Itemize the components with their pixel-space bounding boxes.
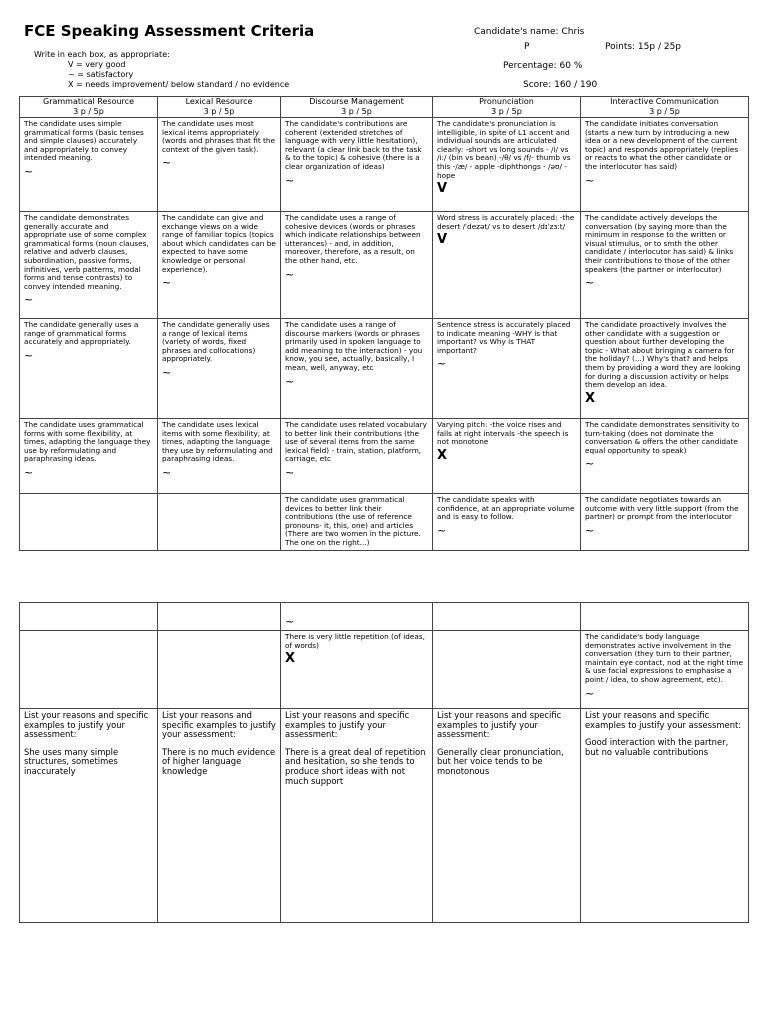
reasons-text: She uses many simple structures, sometimes inaccurately <box>24 746 119 776</box>
marking-legend <box>34 50 289 90</box>
assessment-mark: ~ <box>285 267 295 281</box>
criteria-text: The candidate generally uses a range of lexical items (variety of words, fixed phrases and collocations) appropriately. <box>162 320 270 364</box>
criteria-cell <box>281 419 433 494</box>
score: Score: 160 / 190 <box>523 80 598 90</box>
criteria-text: The candidate negotiates towards an outcome with very little support (from the partner) or prompt from the interlocutor <box>585 495 739 522</box>
criteria-row <box>20 419 749 494</box>
criteria-cell <box>433 419 581 494</box>
reasons-cell[interactable] <box>281 709 433 923</box>
criteria-text: Word stress is accurately placed: -the desert /ˈdezət/ vs to desert /dɪˈzɜːt/ <box>437 213 575 231</box>
column-name: Discourse Management <box>309 97 404 106</box>
criteria-cell <box>158 631 281 709</box>
criteria-text: The candidate uses lexical items with some flexibility, at times, adapting the language they use by reformulating and paraphrasing ideas. <box>162 420 273 464</box>
column-name: Pronunciation <box>479 97 534 106</box>
criteria-cell <box>281 118 433 212</box>
legend-needs-improvement: X = needs improvement/ below standard / no evidence <box>68 80 290 89</box>
assessment-mark: ~ <box>285 465 295 479</box>
assessment-mark: ~ <box>24 164 34 178</box>
assessment-mark: ~ <box>585 173 595 187</box>
assessment-mark: ~ <box>24 293 34 307</box>
criteria-cell <box>581 603 749 631</box>
assessment-mark: ~ <box>162 276 172 290</box>
criteria-cell <box>158 212 281 319</box>
assessment-mark: ~ <box>585 686 595 700</box>
criteria-cell <box>581 118 749 212</box>
reasons-cell[interactable] <box>158 709 281 923</box>
criteria-text: The candidate demonstrates sensitivity to turn-taking (does not dominate the conversation & offers the other candidate equal opportunity to speak) <box>585 420 740 455</box>
criteria-text: The candidate's contributions are coherent (extended stretches of language with very little hesitation), relevant (a clear link back to the task & to the topic) & cohesive (there is a clear organization of ideas) <box>285 119 422 171</box>
criteria-text: The candidate speaks with confidence, at an appropriate volume and is easy to follow. <box>437 495 575 522</box>
reasons-prompt: List your reasons and specific examples to justify your assessment: <box>24 710 149 740</box>
criteria-cell <box>581 319 749 419</box>
column-header <box>20 97 158 118</box>
criteria-text: The candidate actively develops the conversation (by saying more than the minimum in response to the written or visual stimulus, or to smth the other candidate / interlocutor has said) & links their contributions to those of the other speakers (the partner or interlocutor) <box>585 213 734 274</box>
criteria-table <box>19 96 749 551</box>
assessment-mark: V <box>437 181 448 197</box>
criteria-text: The candidate's pronunciation is intelligible, in spite of L1 accent and individual sounds are articulated clearly: -short vs long sounds - /i/ vs /i:/ (bin vs bean) -/θ/ vs /f/- thumb vs this -/æ/ - apple -diphthongs - /əʊ/ - hope <box>437 119 571 180</box>
assessment-mark: ~ <box>585 523 595 537</box>
column-name: Grammatical Resource <box>43 97 134 106</box>
criteria-cell <box>281 319 433 419</box>
reasons-cell[interactable] <box>20 709 158 923</box>
candidate-name: Candidate's name: Chris <box>474 27 585 37</box>
points-total: Points: 15p / 25p <box>605 42 682 52</box>
column-points: 3 p / 5p <box>203 106 235 116</box>
criteria-cell <box>581 212 749 319</box>
criteria-cell <box>158 494 281 551</box>
reasons-prompt: List your reasons and specific examples to justify your assessment: <box>437 710 562 740</box>
candidate-initial: P <box>524 42 530 52</box>
assessment-mark: ~ <box>437 357 447 371</box>
criteria-cell <box>433 631 581 709</box>
criteria-cell <box>581 631 749 709</box>
criteria-cell <box>433 212 581 319</box>
assessment-mark: X <box>437 447 448 463</box>
criteria-text: Varying pitch: -the voice rises and falls at right intervals -the speech is not monotone <box>437 420 569 447</box>
criteria-cell <box>433 603 581 631</box>
legend-satisfactory: ~ = satisfactory <box>68 70 134 79</box>
reasons-text: Good interaction with the partner, but no valuable contributions <box>585 737 729 757</box>
criteria-cell <box>20 319 158 419</box>
criteria-row <box>20 212 749 319</box>
assessment-mark: V <box>437 232 448 248</box>
criteria-cell <box>433 319 581 419</box>
column-points: 3 p / 5p <box>649 106 680 116</box>
criteria-text: The candidate uses grammatical devices to better link their contributions (the use of reference pronouns- it, this, one) and articles (There are two women in the picture. The one on the right...) <box>285 495 421 547</box>
assessment-mark: ~ <box>585 457 595 471</box>
criteria-row <box>20 631 749 709</box>
criteria-row <box>20 603 749 631</box>
assessment-mark: ~ <box>162 365 172 379</box>
assessment-mark: X <box>585 390 596 406</box>
criteria-text: The candidate uses a range of discourse markers (words or phrases primarily used in spoken language to add meaning to the interaction) - you know, you see, actually, basically, I mean, well, anyway, etc <box>285 320 423 372</box>
reasons-prompt: List your reasons and specific examples to justify your assessment: <box>585 710 742 730</box>
assessment-mark: ~ <box>585 276 595 290</box>
criteria-text: The candidate's body language demonstrates active involvement in the conversation (they turn to their partner, maintain eye contact, nod at the right time & use facial expressions to emphasise a point / idea, to show agreement, etc). <box>585 632 744 684</box>
column-points: 3 p / 5p <box>73 106 104 116</box>
column-header <box>281 97 433 118</box>
column-header <box>433 97 581 118</box>
criteria-cell <box>20 118 158 212</box>
column-points: 3 p / 5p <box>341 106 372 116</box>
column-points: 3 p / 5p <box>491 106 522 116</box>
criteria-cell <box>581 419 749 494</box>
criteria-table-continued <box>19 602 749 923</box>
criteria-text: The candidate can give and exchange views on a wide range of familiar topics (topics about which candidates can be expected to have some knowledge or personal experience). <box>162 213 276 274</box>
reasons-row <box>20 709 749 923</box>
criteria-cell <box>433 494 581 551</box>
criteria-text: The candidate demonstrates generally accurate and appropriate use of some complex grammatical forms (noun clauses, relative and adverb clauses, subordination, passive forms, infinitives, verb patterns, modal forms and tense contrasts) to convey intended meaning. <box>24 213 149 291</box>
criteria-text: There is very little repetition (of ideas, of words) <box>285 632 426 650</box>
assessment-mark: ~ <box>24 348 34 362</box>
reasons-text: There is a great deal of repetition and hesitation, so she tends to produce short ideas with not much support <box>285 746 426 786</box>
assessment-mark: ~ <box>285 615 295 628</box>
criteria-cell <box>20 419 158 494</box>
criteria-row <box>20 118 749 212</box>
criteria-cell <box>158 319 281 419</box>
criteria-cell <box>281 494 433 551</box>
criteria-row <box>20 319 749 419</box>
criteria-cell <box>20 631 158 709</box>
criteria-text: The candidate uses grammatical forms with some flexibility, at times, adapting the language they use by reformulating and paraphrasing ideas. <box>24 420 151 464</box>
reasons-cell[interactable] <box>433 709 581 923</box>
criteria-text: The candidate initiates conversation (starts a new turn by introducing a new idea or a new development of the current topic) and responds appropriately (replies or reacts to what the other candidate or the interlocutor has said) <box>585 119 739 171</box>
criteria-cell <box>281 631 433 709</box>
criteria-cell <box>158 118 281 212</box>
assessment-mark: ~ <box>437 523 447 537</box>
criteria-cell <box>281 603 433 631</box>
criteria-cell <box>20 212 158 319</box>
criteria-row <box>20 494 749 551</box>
criteria-cell <box>20 494 158 551</box>
assessment-mark: ~ <box>24 465 34 479</box>
criteria-cell <box>158 603 281 631</box>
assessment-mark: ~ <box>162 465 172 479</box>
criteria-text: The candidate uses simple grammatical forms (basic tenses and simple clauses) accurately and appropriately to convey intended meaning. <box>24 119 144 163</box>
column-header <box>158 97 281 118</box>
reasons-text: There is no much evidence of higher language knowledge <box>162 746 276 776</box>
reasons-prompt: List your reasons and specific examples to justify your assessment: <box>162 710 276 740</box>
column-header <box>581 97 749 118</box>
criteria-cell <box>158 419 281 494</box>
assessment-mark: ~ <box>162 156 172 170</box>
criteria-text: The candidate generally uses a range of grammatical forms accurately and appropriately. <box>24 320 139 347</box>
criteria-text: The candidate proactively involves the other candidate with a suggestion or question about further developing the topic - What about bringing a camera for the holiday? (...) Why's that? and helps them by providing a word they are looking for during a discussion activity or helps them develop an idea. <box>585 320 741 390</box>
legend-very-good: V = very good <box>68 60 126 69</box>
reasons-cell[interactable] <box>581 709 749 923</box>
criteria-cell <box>433 118 581 212</box>
percentage: Percentage: 60 % <box>503 61 583 71</box>
criteria-text: The candidate uses a range of cohesive devices (words or phrases which indicate relationships between utterances) - and, in addition, moreover, therefore, as a result, on the other hand, etc. <box>285 213 421 265</box>
assessment-mark: ~ <box>285 374 295 388</box>
assessment-mark: X <box>285 651 296 667</box>
criteria-header-row <box>20 97 749 118</box>
page-title: FCE Speaking Assessment Criteria <box>24 22 315 40</box>
assessment-mark: ~ <box>285 173 295 187</box>
criteria-text: Sentence stress is accurately placed to indicate meaning -WHY is that important? vs Why is THAT important? <box>437 320 571 355</box>
criteria-text: The candidate uses most lexical items appropriately (words and phrases that fit the context of the given task). <box>162 119 275 154</box>
reasons-prompt: List your reasons and specific examples to justify your assessment: <box>285 710 410 740</box>
criteria-cell <box>581 494 749 551</box>
column-name: Interactive Communication <box>610 97 719 106</box>
criteria-cell <box>20 603 158 631</box>
column-name: Lexical Resource <box>185 97 253 106</box>
legend-intro: Write in each box, as appropriate: <box>34 50 170 59</box>
criteria-text: The candidate uses related vocabulary to better link their contributions (the use of several items from the same lexical field) - train, station, platform, carriage, etc <box>285 420 427 464</box>
reasons-text: Generally clear pronunciation, but her voice tends to be monotonous <box>437 746 564 776</box>
criteria-cell <box>281 212 433 319</box>
